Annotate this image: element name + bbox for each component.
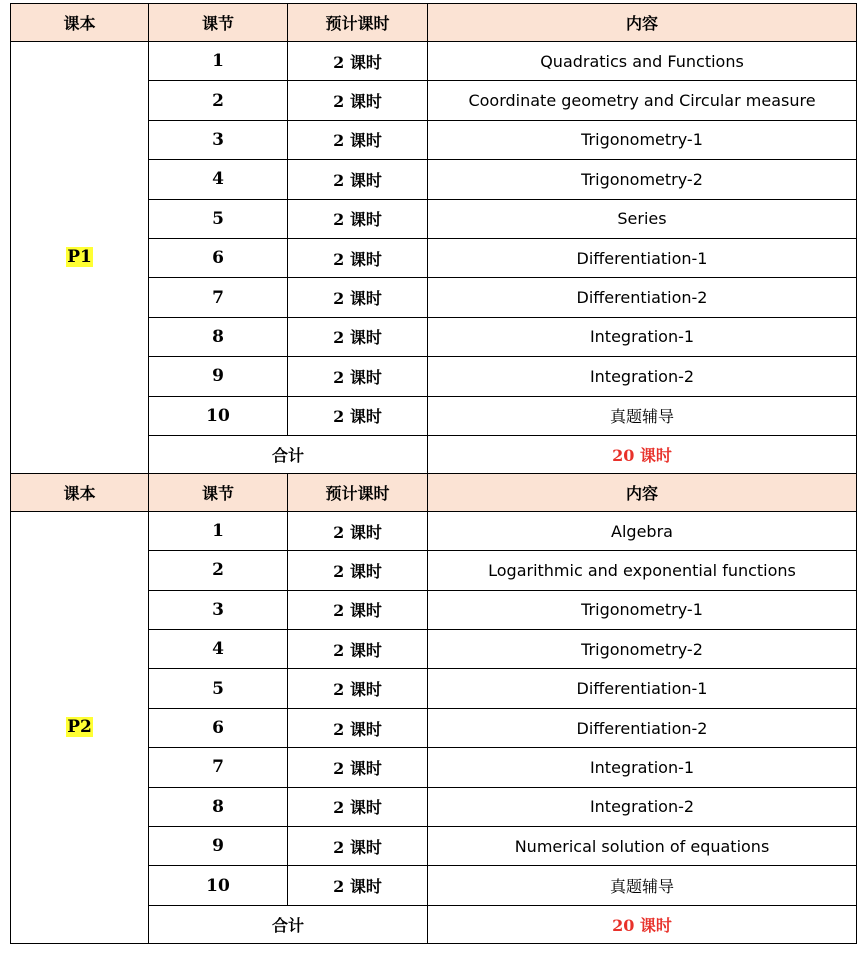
content-cell: Trigonometry-2 (428, 630, 857, 669)
header-content: 内容 (428, 4, 857, 42)
content-cell: Differentiation-1 (428, 238, 857, 277)
content-cell: Quadratics and Functions (428, 42, 857, 81)
section-number: 5 (149, 199, 288, 238)
hours-cell: 2 课时 (288, 787, 428, 826)
content-cell: Coordinate geometry and Circular measure (428, 81, 857, 120)
book-cell (11, 42, 149, 474)
header-row (11, 4, 857, 42)
content-cell: Differentiation-2 (428, 708, 857, 747)
hours-cell: 2 课时 (288, 708, 428, 747)
content-cell: Integration-1 (428, 317, 857, 356)
hours-cell: 2 课时 (288, 669, 428, 708)
section-number: 7 (149, 278, 288, 317)
schedule-table (10, 3, 857, 944)
hours-cell: 2 课时 (288, 511, 428, 550)
hours-cell: 2 课时 (288, 630, 428, 669)
hours-cell: 2 课时 (288, 317, 428, 356)
hours-cell: 2 课时 (288, 748, 428, 787)
section-number: 4 (149, 630, 288, 669)
book-label: P2 (67, 717, 92, 738)
total-label: 合计 (149, 905, 428, 943)
hours-cell: 2 课时 (288, 160, 428, 199)
total-value: 20 课时 (428, 435, 857, 473)
section-number: 7 (149, 748, 288, 787)
hours-cell: 2 课时 (288, 827, 428, 866)
section-number: 8 (149, 787, 288, 826)
hours-cell: 2 课时 (288, 42, 428, 81)
header-book: 课本 (11, 4, 149, 42)
content-cell: Differentiation-1 (428, 669, 857, 708)
section-number: 5 (149, 669, 288, 708)
content-cell: Trigonometry-1 (428, 590, 857, 629)
header-section: 课节 (149, 4, 288, 42)
content-cell: Series (428, 199, 857, 238)
hours-cell: 2 课时 (288, 120, 428, 159)
book-label: P1 (67, 247, 92, 268)
section-number: 9 (149, 827, 288, 866)
content-cell: Integration-2 (428, 787, 857, 826)
content-cell: Integration-1 (428, 748, 857, 787)
header-book: 课本 (11, 473, 149, 511)
section-number: 1 (149, 511, 288, 550)
section-number: 1 (149, 42, 288, 81)
section-number: 4 (149, 160, 288, 199)
content-cell: Trigonometry-2 (428, 160, 857, 199)
section-number: 9 (149, 357, 288, 396)
section-number: 3 (149, 590, 288, 629)
total-label: 合计 (149, 435, 428, 473)
hours-cell: 2 课时 (288, 199, 428, 238)
hours-cell: 2 课时 (288, 357, 428, 396)
hours-cell: 2 课时 (288, 551, 428, 590)
hours-cell: 2 课时 (288, 866, 428, 905)
hours-cell: 2 课时 (288, 278, 428, 317)
course-schedule (10, 3, 856, 944)
header-row (11, 473, 857, 511)
section-number: 3 (149, 120, 288, 159)
header-section: 课节 (149, 473, 288, 511)
table-row (11, 511, 857, 550)
hours-cell: 2 课时 (288, 590, 428, 629)
header-hours: 预计课时 (288, 4, 428, 42)
section-number: 8 (149, 317, 288, 356)
total-value: 20 课时 (428, 905, 857, 943)
hours-cell: 2 课时 (288, 238, 428, 277)
section-number: 10 (149, 866, 288, 905)
header-hours: 预计课时 (288, 473, 428, 511)
content-cell: 真题辅导 (428, 866, 857, 905)
content-cell: Algebra (428, 511, 857, 550)
hours-cell: 2 课时 (288, 396, 428, 435)
section-number: 6 (149, 238, 288, 277)
table-row (11, 42, 857, 81)
section-number: 10 (149, 396, 288, 435)
header-content: 内容 (428, 473, 857, 511)
content-cell: 真题辅导 (428, 396, 857, 435)
content-cell: Logarithmic and exponential functions (428, 551, 857, 590)
section-number: 6 (149, 708, 288, 747)
content-cell: Integration-2 (428, 357, 857, 396)
content-cell: Trigonometry-1 (428, 120, 857, 159)
hours-cell: 2 课时 (288, 81, 428, 120)
content-cell: Differentiation-2 (428, 278, 857, 317)
section-number: 2 (149, 551, 288, 590)
content-cell: Numerical solution of equations (428, 827, 857, 866)
section-number: 2 (149, 81, 288, 120)
book-cell (11, 511, 149, 943)
